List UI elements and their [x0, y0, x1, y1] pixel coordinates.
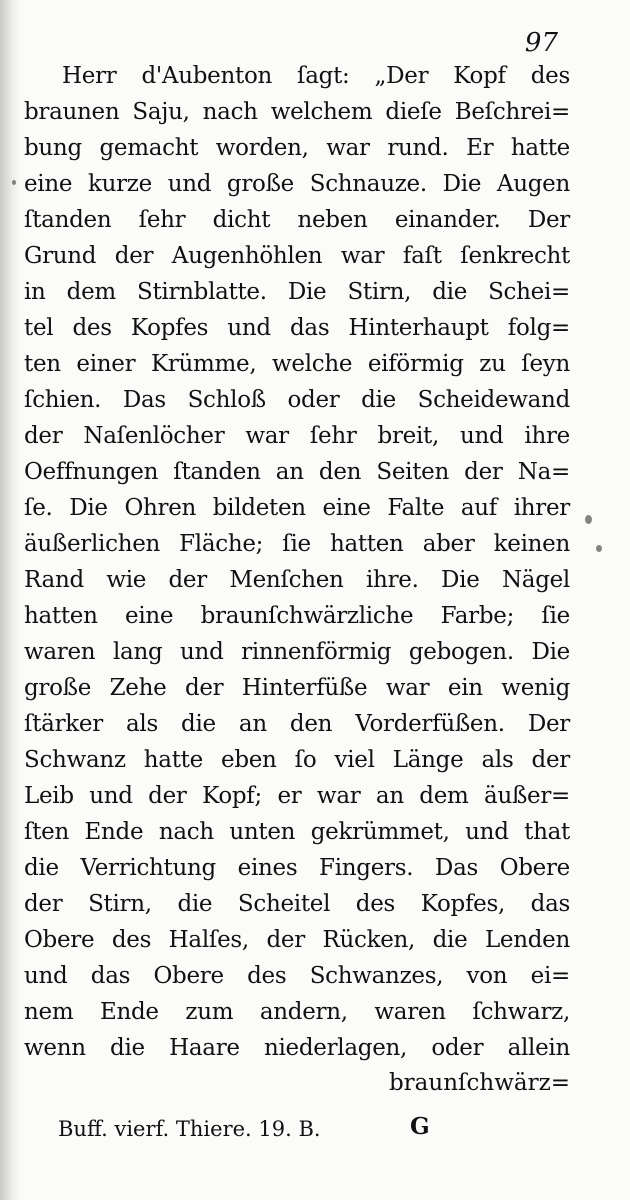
text-line: Oeffnungen ſtanden an den Seiten der Na=: [24, 459, 570, 485]
ink-speck: [596, 545, 602, 552]
text-line: braunen Saju, nach welchem dieſe Beſchrei=: [24, 99, 570, 125]
ink-speck: [12, 180, 16, 185]
footer-signature: Buff. vierf. Thiere. 19. B.: [58, 1117, 321, 1141]
text-line: ten einer Krümme, welche eiförmig zu ſeyn: [24, 351, 570, 377]
text-line: und das Obere des Schwanzes, von ei=: [24, 963, 570, 989]
text-line: der Stirn, die Scheitel des Kopfes, das: [24, 891, 570, 917]
text-line: äußerlichen Fläche; ſie hatten aber keinen: [24, 531, 570, 557]
text-line: ſchien. Das Schloß oder die Scheidewand: [24, 387, 570, 413]
text-line: in dem Stirnblatte. Die Stirn, die Schei=: [24, 279, 570, 305]
text-line: ſtanden ſehr dicht neben einander. Der: [24, 207, 570, 233]
text-line: ſe. Die Ohren bildeten eine Falte auf ihrer: [24, 495, 570, 521]
text-line: ſten Ende nach unten gekrümmet, und that: [24, 819, 570, 845]
text-line: bung gemacht worden, war rund. Er hatte: [24, 135, 570, 161]
text-line: hatten eine braunſchwärzliche Farbe; ſie: [24, 603, 570, 629]
text-line: Leib und der Kopf; er war an dem äußer=: [24, 783, 570, 809]
text-line: Grund der Augenhöhlen war faſt ſenkrecht: [24, 243, 570, 269]
text-line: Herr d'Aubenton ſagt: „Der Kopf des: [62, 63, 570, 89]
text-line: der Naſenlöcher war ſehr breit, und ihre: [24, 423, 570, 449]
text-line: Schwanz hatte eben ſo viel Länge als der: [24, 747, 570, 773]
text-line: nem Ende zum andern, waren ſchwarz,: [24, 999, 570, 1025]
ink-speck: [585, 515, 592, 524]
text-line: Rand wie der Menſchen ihre. Die Nägel: [24, 567, 570, 593]
text-line: wenn die Haare niederlagen, oder allein: [24, 1035, 570, 1061]
text-line: waren lang und rinnenförmig gebogen. Die: [24, 639, 570, 665]
text-line: tel des Kopfes und das Hinterhaupt folg=: [24, 315, 570, 341]
body-text: [24, 58, 570, 1066]
gathering-mark: G: [410, 1113, 430, 1140]
catchword: braunſchwärz=: [388, 1070, 570, 1096]
text-line: die Verrichtung eines Fingers. Das Obere: [24, 855, 570, 881]
text-line: Obere des Halſes, der Rücken, die Lenden: [24, 927, 570, 953]
text-line: eine kurze und große Schnauze. Die Augen: [24, 171, 570, 197]
text-line: große Zehe der Hinterfüße war ein wenig: [24, 675, 570, 701]
page-number: 97: [524, 28, 558, 58]
text-line: ſtärker als die an den Vorderfüßen. Der: [24, 711, 570, 737]
